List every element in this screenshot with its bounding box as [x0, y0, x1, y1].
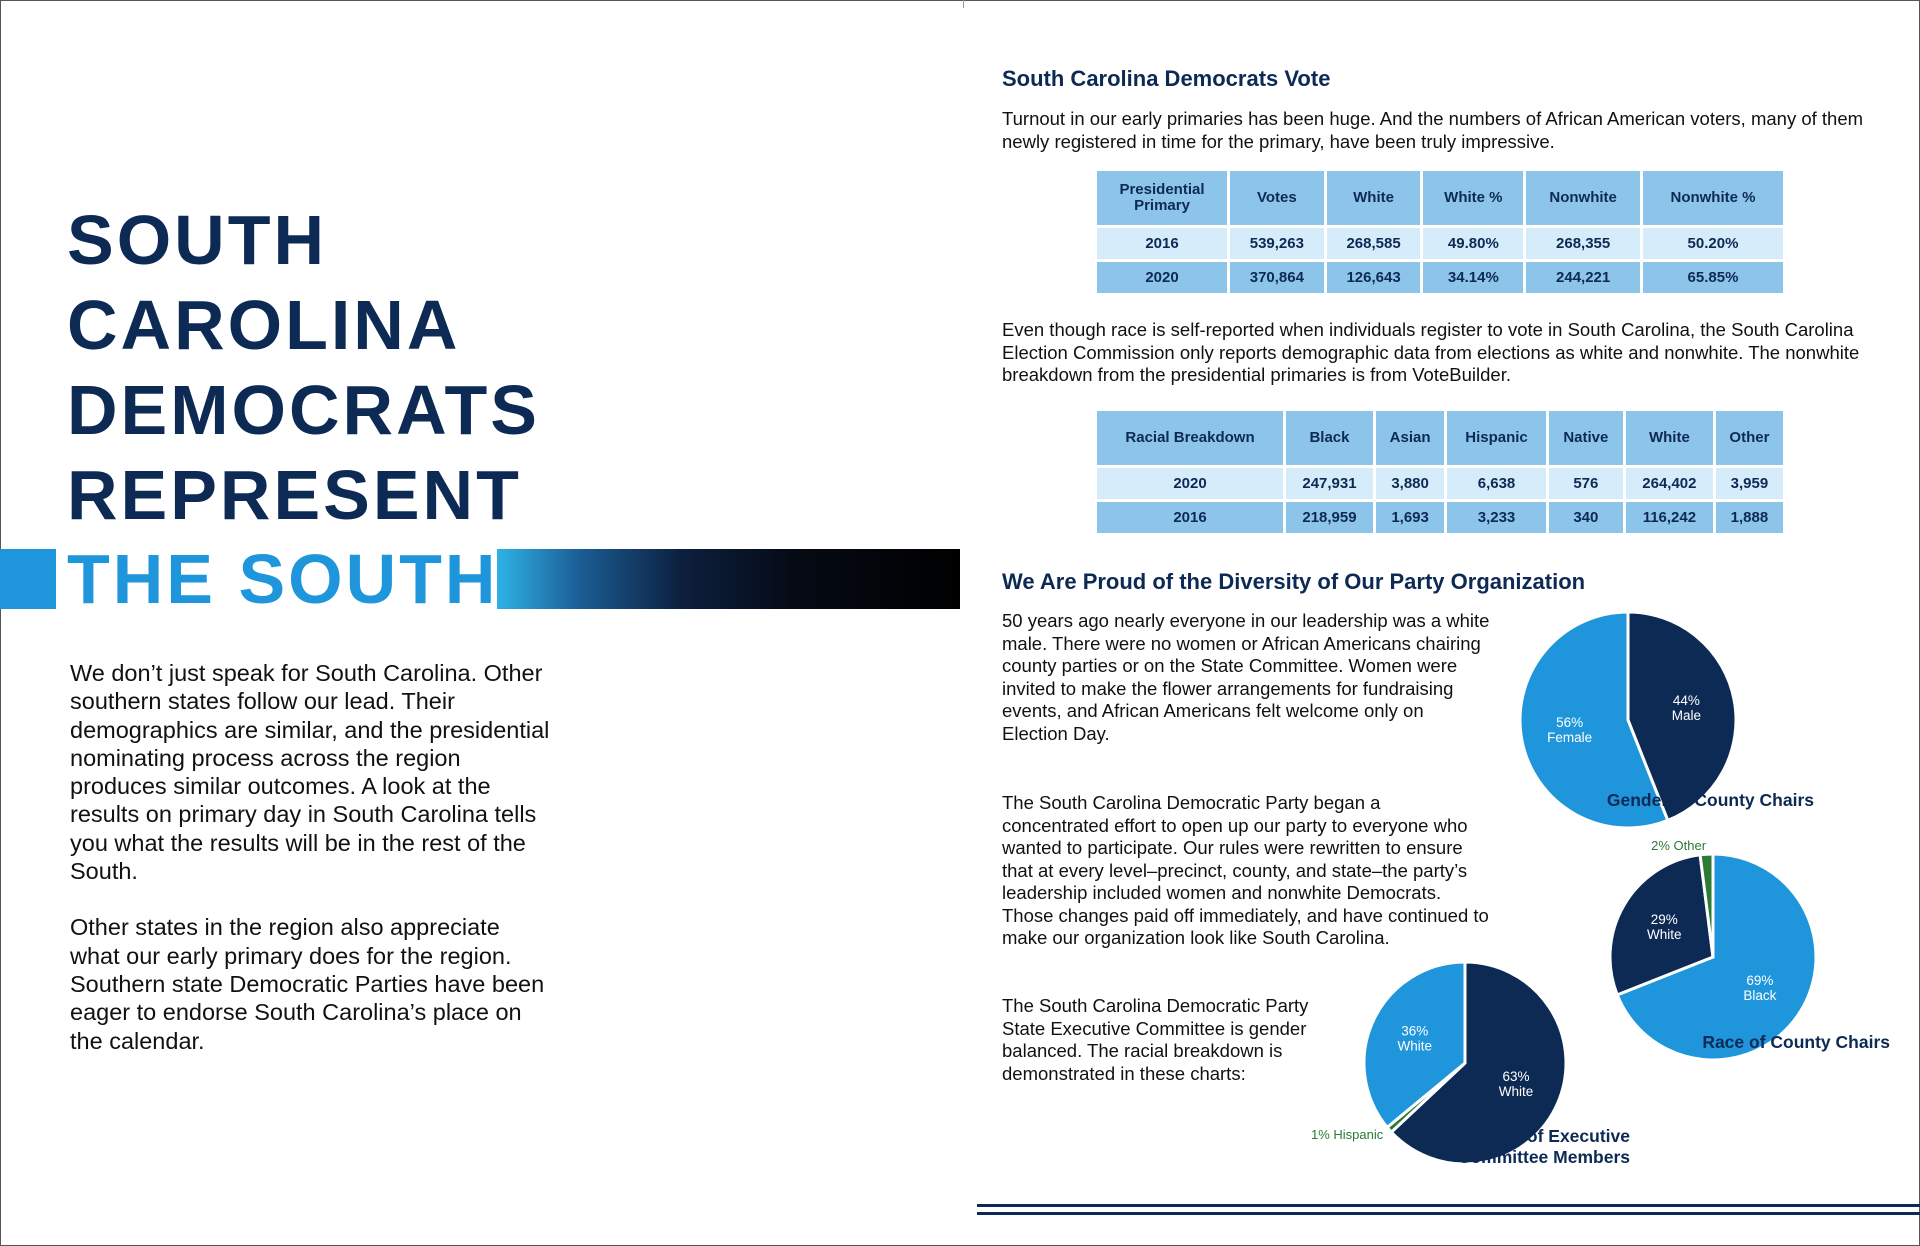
chart-title: Race of Executive Committee Members: [1457, 1126, 1630, 1167]
table-header: Presidential Primary: [1097, 171, 1227, 225]
table-cell: 244,221: [1526, 262, 1640, 293]
footer-rule: [977, 1212, 1920, 1215]
section-note: Even though race is self-reported when individuals register to vote in South Carolina, the South Carolina Election Commission only reports demographic data from elections as white and nonwhite. The nonwhite breakdown from the presidential primaries is from VoteBuilder.: [1002, 319, 1860, 385]
headline-line: SOUTH: [67, 201, 327, 279]
table-header: Asian: [1376, 411, 1444, 465]
pie-slice-label: 63% White: [1498, 1069, 1534, 1100]
diversity-paragraph: 50 years ago nearly everyone in our leadership was a white male. There were no women or African Americans chairing county parties or on the State Committee. Women were invited to make the flower arrangements for fundraising events, and African Americans felt welcome only on Election Day.: [1002, 610, 1490, 744]
primary-votes-table: [1094, 168, 1786, 296]
table-cell: 3,233: [1447, 502, 1546, 533]
pie-slice-label: 1% Hispanic: [1310, 1127, 1384, 1143]
footer-rule: [977, 1204, 1920, 1207]
table-cell: 264,402: [1626, 468, 1713, 499]
table-cell: 2020: [1097, 262, 1227, 293]
pie-slice-label: 56% Female: [1547, 715, 1593, 746]
table-cell: 126,643: [1327, 262, 1421, 293]
section-title-diversity: We Are Proud of the Diversity of Our Party Organization: [1002, 569, 1586, 594]
table-cell: 268,585: [1327, 228, 1421, 259]
table-cell: 370,864: [1230, 262, 1324, 293]
pie-slice-label: 2% Other: [1651, 838, 1707, 854]
table-cell: 49.80%: [1423, 228, 1523, 259]
pie-slice-label: 36% White: [1397, 1023, 1432, 1054]
table-cell: 576: [1549, 468, 1623, 499]
table-cell: 268,355: [1526, 228, 1640, 259]
racial-breakdown-table: [1094, 408, 1786, 536]
left-body-text: [70, 659, 550, 1083]
table-cell: 1,693: [1376, 502, 1444, 533]
table-cell: 3,880: [1376, 468, 1444, 499]
table-cell: 539,263: [1230, 228, 1324, 259]
table-header: Other: [1716, 411, 1783, 465]
diversity-paragraph: The South Carolina Democratic Party began a concentrated effort to open up our party to everyone who wanted to participate. Our rules were rewritten to ensure that at every level–precinct, county, and state–the party’s leadership included women and nonwhite Democrats. Those changes paid off immediately, and have continued to make our organization look like South Carolina.: [1002, 792, 1489, 948]
left-paragraph: We don’t just speak for South Carolina. Other southern states follow our lead. Their demographics are similar, and the presidential nominating process across the region produces similar outcomes. A look at the results on primary day in South Carolina tells you what the results will be in the rest of the South.: [70, 660, 550, 885]
table-header: Hispanic: [1447, 411, 1546, 465]
chart-title: Gender of County Chairs: [1606, 790, 1814, 810]
headline-highlight: THE SOUTH: [67, 540, 499, 618]
section-intro: Turnout in our early primaries has been huge. And the numbers of African American voters, many of them newly registered in time for the primary, have been truly impressive.: [1002, 108, 1864, 152]
left-paragraph: Other states in the region also appreciate what our early primary does for the region. Southern state Democratic Parties have been eager to endorse South Carolina’s place on the calendar.: [70, 914, 545, 1054]
table-row: [1097, 262, 1783, 293]
table-header: Native: [1549, 411, 1623, 465]
table-row: [1097, 228, 1783, 259]
table-cell: 65.85%: [1643, 262, 1783, 293]
table-cell: 2020: [1097, 468, 1283, 499]
table-cell: 2016: [1097, 228, 1227, 259]
table-cell: 2016: [1097, 502, 1283, 533]
pie-slice-label: 69% Black: [1743, 972, 1777, 1003]
page-gutter: [963, 0, 964, 8]
table-header: Black: [1286, 411, 1373, 465]
table-cell: 116,242: [1626, 502, 1713, 533]
headline-line: CAROLINA: [67, 286, 461, 364]
table-header: Votes: [1230, 171, 1324, 225]
chart-title: Race of County Chairs: [1702, 1032, 1890, 1052]
table-header: White %: [1423, 171, 1523, 225]
table-header: White: [1327, 171, 1421, 225]
table-cell: 3,959: [1716, 468, 1783, 499]
diversity-paragraph: The South Carolina Democratic Party State Executive Committee is gender balanced. The racial breakdown is demonstrated in these charts:: [1002, 995, 1309, 1084]
table-cell: 218,959: [1286, 502, 1373, 533]
table-cell: 247,931: [1286, 468, 1373, 499]
headline-line: DEMOCRATS: [67, 371, 540, 449]
table-row: [1097, 502, 1783, 533]
table-cell: 34.14%: [1423, 262, 1523, 293]
pie-race-county-chairs: [1608, 838, 1818, 1062]
table-header: White: [1626, 411, 1713, 465]
pie-slice-label: 29% White: [1646, 912, 1682, 943]
table-header: Nonwhite %: [1643, 171, 1783, 225]
section-title-vote: South Carolina Democrats Vote: [1002, 66, 1331, 91]
highlight-square: [0, 549, 56, 609]
gradient-bar: [497, 549, 960, 609]
table-cell: 6,638: [1447, 468, 1546, 499]
table-cell: 340: [1549, 502, 1623, 533]
table-cell: 1,888: [1716, 502, 1783, 533]
pie-slice-label: 44% Male: [1671, 692, 1701, 723]
table-row: [1097, 468, 1783, 499]
table-header: Racial Breakdown: [1097, 411, 1283, 465]
headline-line: REPRESENT: [67, 456, 522, 534]
table-header: Nonwhite: [1526, 171, 1640, 225]
table-cell: 50.20%: [1643, 228, 1783, 259]
headline: [67, 198, 540, 538]
